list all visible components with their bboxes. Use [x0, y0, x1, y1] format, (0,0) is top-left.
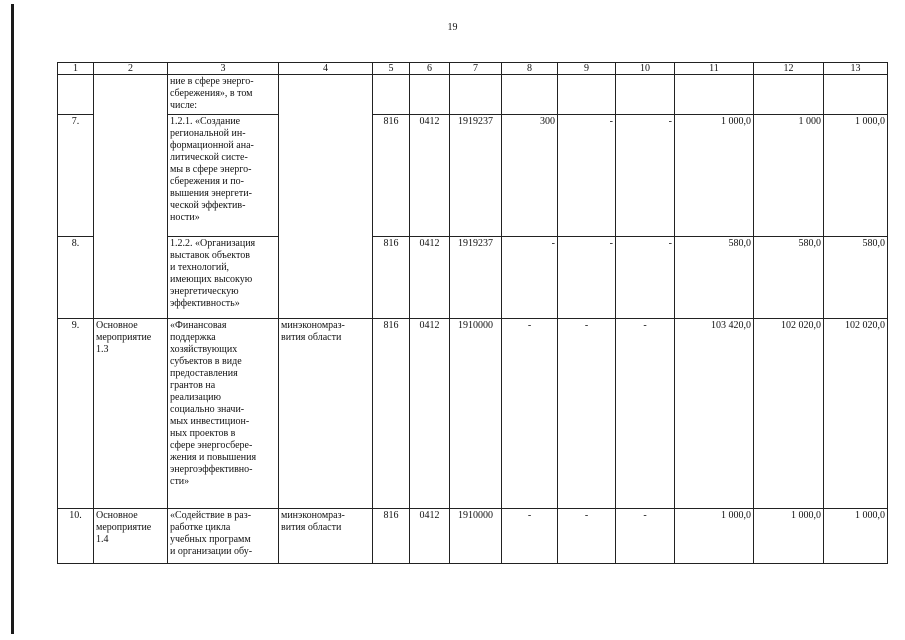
cell-executor: минэкономраз- вития области: [279, 509, 373, 564]
cell-c5: 816: [373, 237, 410, 319]
cell-c9: -: [558, 319, 616, 509]
col-header: 7: [450, 63, 502, 75]
scan-edge-line: [11, 4, 14, 634]
cell-event: Основное мероприятие 1.3: [94, 319, 168, 509]
table-row: [58, 115, 888, 237]
cell-c13: 1 000,0: [824, 509, 888, 564]
cell-c9: -: [558, 115, 616, 237]
cell-c11: 103 420,0: [675, 319, 754, 509]
cell-c12: 1 000,0: [754, 509, 824, 564]
cell-c11: 1 000,0: [675, 115, 754, 237]
col-header: 10: [616, 63, 675, 75]
cell-c10: -: [616, 237, 675, 319]
cell-empty: [450, 75, 502, 115]
budget-table: [57, 62, 888, 564]
cell-executor-merged: [279, 75, 373, 319]
cell-empty: [754, 75, 824, 115]
cell-c13: 102 020,0: [824, 319, 888, 509]
cell-c6: 0412: [410, 319, 450, 509]
cell-empty: [675, 75, 754, 115]
cell-c5: 816: [373, 319, 410, 509]
page-number: 19: [447, 22, 458, 33]
cell-c12: 1 000: [754, 115, 824, 237]
cell-c6: 0412: [410, 115, 450, 237]
cell-c10: -: [616, 509, 675, 564]
cell-name: ние в сфере энерго- сбережения», в том числе:: [168, 75, 279, 115]
cell-c8: -: [502, 509, 558, 564]
cell-c6: 0412: [410, 509, 450, 564]
cell-executor: минэкономраз- вития области: [279, 319, 373, 509]
cell-c6: 0412: [410, 237, 450, 319]
col-header: 6: [410, 63, 450, 75]
table-row: [58, 509, 888, 564]
cell-num: 7.: [58, 115, 94, 237]
cell-name: 1.2.1. «Создание региональной ин- формационной ана- литической систе- мы в сфере энерго- сбережения и по- вышения энергети- ческой эффектив- ности»: [168, 115, 279, 237]
cell-empty: [558, 75, 616, 115]
cell-empty: [616, 75, 675, 115]
cell-name: «Содействие в раз- работке цикла учебных программ и организации обу-: [168, 509, 279, 564]
table-row: [58, 319, 888, 509]
cell-c13: 1 000,0: [824, 115, 888, 237]
cell-c9: -: [558, 237, 616, 319]
cell-c10: -: [616, 319, 675, 509]
col-header: 9: [558, 63, 616, 75]
cell-c12: 102 020,0: [754, 319, 824, 509]
col-header: 13: [824, 63, 888, 75]
cell-c5: 816: [373, 509, 410, 564]
cell-name: 1.2.2. «Организация выставок объектов и технологий, имеющих высокую энергетическую эффективность»: [168, 237, 279, 319]
col-header: 3: [168, 63, 279, 75]
cell-c7: 1919237: [450, 237, 502, 319]
col-header: 8: [502, 63, 558, 75]
cell-c8: -: [502, 237, 558, 319]
cell-event: Основное мероприятие 1.4: [94, 509, 168, 564]
cell-num: 10.: [58, 509, 94, 564]
cell-c7: 1910000: [450, 509, 502, 564]
cell-empty: [373, 75, 410, 115]
cell-event-merged: [94, 75, 168, 319]
cell-c8: -: [502, 319, 558, 509]
cell-num: [58, 75, 94, 115]
cell-c11: 1 000,0: [675, 509, 754, 564]
col-header: 4: [279, 63, 373, 75]
cell-c7: 1919237: [450, 115, 502, 237]
col-header: 2: [94, 63, 168, 75]
cell-c11: 580,0: [675, 237, 754, 319]
table-row: [58, 75, 888, 115]
cell-name: «Финансовая поддержка хозяйствующих субъектов в виде предоставления грантов на реализацию социально значи- мых инвестицион- ных проектов в сфере энергосбере- жения и повышения энергоэффективно- сти»: [168, 319, 279, 509]
header-row: [58, 63, 888, 75]
col-header: 5: [373, 63, 410, 75]
cell-c9: -: [558, 509, 616, 564]
cell-empty: [410, 75, 450, 115]
table-row: [58, 237, 888, 319]
cell-empty: [824, 75, 888, 115]
cell-num: 8.: [58, 237, 94, 319]
cell-empty: [502, 75, 558, 115]
cell-c7: 1910000: [450, 319, 502, 509]
cell-c5: 816: [373, 115, 410, 237]
col-header: 12: [754, 63, 824, 75]
cell-c10: -: [616, 115, 675, 237]
col-header: 11: [675, 63, 754, 75]
cell-c8: 300: [502, 115, 558, 237]
cell-c12: 580,0: [754, 237, 824, 319]
cell-c13: 580,0: [824, 237, 888, 319]
col-header: 1: [58, 63, 94, 75]
cell-num: 9.: [58, 319, 94, 509]
